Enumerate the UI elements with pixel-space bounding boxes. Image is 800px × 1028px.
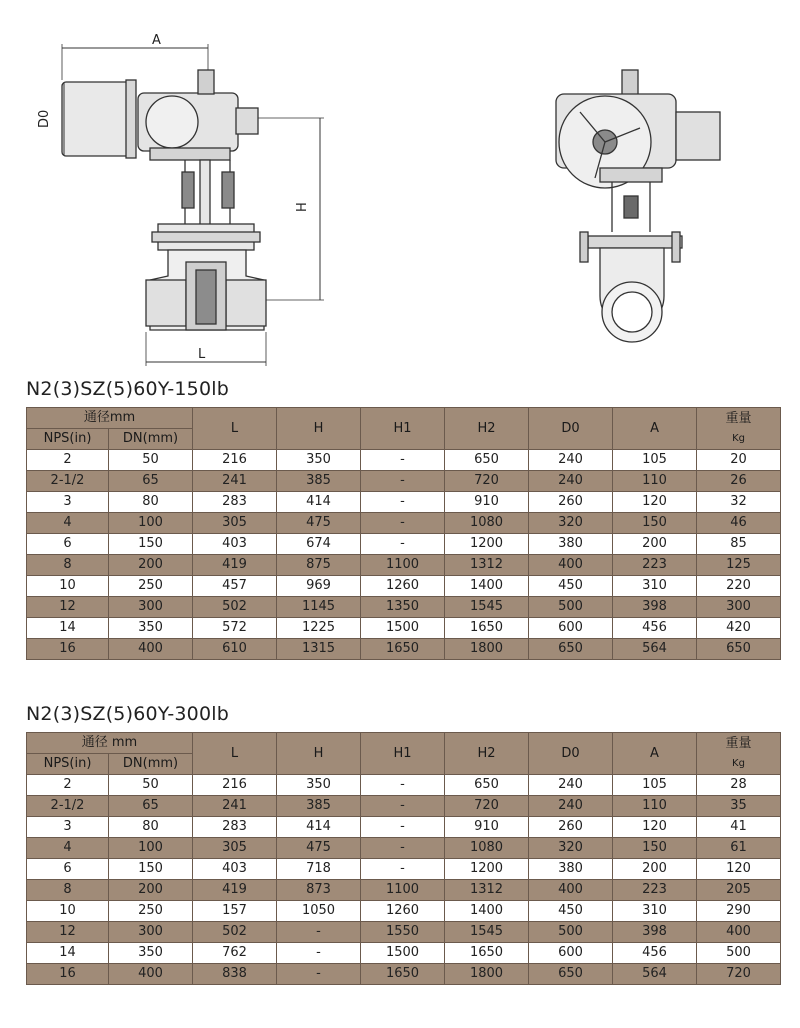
table-cell: 223 bbox=[613, 555, 697, 576]
table-cell: 216 bbox=[193, 450, 277, 471]
table-row bbox=[27, 639, 781, 660]
table-row bbox=[27, 576, 781, 597]
header-weight-unit: Kg bbox=[732, 757, 745, 769]
table-row bbox=[27, 922, 781, 943]
table-cell: - bbox=[361, 817, 445, 838]
table-cell: 500 bbox=[529, 922, 613, 943]
table-cell: 456 bbox=[613, 943, 697, 964]
table-cell: 650 bbox=[697, 639, 781, 660]
table-cell: 12 bbox=[27, 922, 109, 943]
table-cell: 1050 bbox=[277, 901, 361, 922]
table-cell: 26 bbox=[697, 471, 781, 492]
table-cell: 1800 bbox=[445, 964, 529, 985]
front-view-drawing bbox=[62, 44, 324, 366]
table-row bbox=[27, 513, 781, 534]
table-cell: 385 bbox=[277, 471, 361, 492]
table-row bbox=[27, 555, 781, 576]
table-cell: 500 bbox=[529, 597, 613, 618]
dim-label-h: H bbox=[295, 202, 310, 212]
table-cell: 241 bbox=[193, 796, 277, 817]
table-cell: 300 bbox=[697, 597, 781, 618]
table-cell: 61 bbox=[697, 838, 781, 859]
header-weight-label: 重量 bbox=[725, 735, 752, 751]
table-cell: 572 bbox=[193, 618, 277, 639]
table-cell: 50 bbox=[109, 450, 193, 471]
table-cell: - bbox=[361, 859, 445, 880]
table-cell: 380 bbox=[529, 859, 613, 880]
table-cell: 20 bbox=[697, 450, 781, 471]
table-cell: 1100 bbox=[361, 555, 445, 576]
table-cell: 450 bbox=[529, 576, 613, 597]
header-bore: 通径 mm bbox=[27, 733, 193, 754]
table-cell: - bbox=[361, 513, 445, 534]
table-cell: 41 bbox=[697, 817, 781, 838]
table-cell: 35 bbox=[697, 796, 781, 817]
table-cell: - bbox=[277, 964, 361, 985]
table-cell: 720 bbox=[445, 796, 529, 817]
table-cell: - bbox=[361, 450, 445, 471]
table-cell: 403 bbox=[193, 534, 277, 555]
table-cell: 500 bbox=[697, 943, 781, 964]
table-cell: 4 bbox=[27, 838, 109, 859]
table-row bbox=[27, 796, 781, 817]
table-cell: 240 bbox=[529, 471, 613, 492]
table-cell: 1550 bbox=[361, 922, 445, 943]
table-cell: 1350 bbox=[361, 597, 445, 618]
table-row bbox=[27, 534, 781, 555]
table-cell: 650 bbox=[529, 964, 613, 985]
table-cell: 3 bbox=[27, 492, 109, 513]
table-cell: 1080 bbox=[445, 513, 529, 534]
header-weight-label: 重量 bbox=[725, 410, 752, 426]
dim-label-l: L bbox=[198, 347, 206, 362]
header-weight bbox=[697, 408, 781, 450]
table-row bbox=[27, 880, 781, 901]
table-cell: 2-1/2 bbox=[27, 796, 109, 817]
table-cell: 400 bbox=[529, 555, 613, 576]
header-h: H bbox=[277, 733, 361, 775]
table-cell: 502 bbox=[193, 922, 277, 943]
table-cell: - bbox=[361, 838, 445, 859]
table-cell: 290 bbox=[697, 901, 781, 922]
table-cell: - bbox=[361, 796, 445, 817]
header-h: H bbox=[277, 408, 361, 450]
table-cell: 8 bbox=[27, 880, 109, 901]
header-weight-unit: Kg bbox=[732, 432, 745, 444]
table-cell: 875 bbox=[277, 555, 361, 576]
table-row bbox=[27, 471, 781, 492]
table-cell: 1650 bbox=[361, 964, 445, 985]
table-cell: 240 bbox=[529, 450, 613, 471]
table-cell: 475 bbox=[277, 838, 361, 859]
valve-drawings bbox=[0, 0, 800, 370]
table-cell: 475 bbox=[277, 513, 361, 534]
table-cell: 6 bbox=[27, 859, 109, 880]
table-cell: 1400 bbox=[445, 576, 529, 597]
table-cell: 16 bbox=[27, 964, 109, 985]
table-cell: 310 bbox=[613, 576, 697, 597]
table-cell: 300 bbox=[109, 922, 193, 943]
header-l: L bbox=[193, 733, 277, 775]
table-cell: 1260 bbox=[361, 576, 445, 597]
table-cell: 120 bbox=[613, 817, 697, 838]
table-cell: 283 bbox=[193, 492, 277, 513]
table-cell: - bbox=[361, 471, 445, 492]
header-weight bbox=[697, 733, 781, 775]
table-cell: 2-1/2 bbox=[27, 471, 109, 492]
table-row bbox=[27, 817, 781, 838]
table-cell: 1650 bbox=[445, 943, 529, 964]
table-cell: 150 bbox=[109, 859, 193, 880]
header-dn: DN(mm) bbox=[109, 754, 193, 775]
header-nps: NPS(in) bbox=[27, 754, 109, 775]
table-cell: 1260 bbox=[361, 901, 445, 922]
table-cell: 32 bbox=[697, 492, 781, 513]
table-row bbox=[27, 597, 781, 618]
table-cell: 200 bbox=[613, 859, 697, 880]
table-cell: 1100 bbox=[361, 880, 445, 901]
table-cell: - bbox=[277, 943, 361, 964]
table-cell: 400 bbox=[697, 922, 781, 943]
table-cell: 216 bbox=[193, 775, 277, 796]
table-cell: 1545 bbox=[445, 922, 529, 943]
header-nps: NPS(in) bbox=[27, 429, 109, 450]
table-cell: - bbox=[361, 534, 445, 555]
table-cell: 300 bbox=[109, 597, 193, 618]
table-cell: 414 bbox=[277, 492, 361, 513]
table-cell: 400 bbox=[109, 639, 193, 660]
table-cell: 6 bbox=[27, 534, 109, 555]
header-dn: DN(mm) bbox=[109, 429, 193, 450]
table-cell: 674 bbox=[277, 534, 361, 555]
table-cell: 610 bbox=[193, 639, 277, 660]
table-cell: 10 bbox=[27, 901, 109, 922]
table-cell: 762 bbox=[193, 943, 277, 964]
table-cell: 220 bbox=[697, 576, 781, 597]
table-cell: 305 bbox=[193, 838, 277, 859]
table-cell: 260 bbox=[529, 492, 613, 513]
table-cell: 12 bbox=[27, 597, 109, 618]
table-cell: 105 bbox=[613, 450, 697, 471]
table-row bbox=[27, 618, 781, 639]
table-cell: 14 bbox=[27, 618, 109, 639]
table-cell: 150 bbox=[613, 838, 697, 859]
table-title-300lb: N2(3)SZ(5)60Y-300lb bbox=[26, 703, 229, 725]
table-cell: 910 bbox=[445, 492, 529, 513]
table-cell: - bbox=[361, 775, 445, 796]
table-cell: 2 bbox=[27, 450, 109, 471]
table-cell: 110 bbox=[613, 796, 697, 817]
table-cell: 969 bbox=[277, 576, 361, 597]
table-cell: 80 bbox=[109, 817, 193, 838]
table-cell: 80 bbox=[109, 492, 193, 513]
table-cell: 600 bbox=[529, 618, 613, 639]
table-cell: 310 bbox=[613, 901, 697, 922]
table-cell: 400 bbox=[529, 880, 613, 901]
table-cell: - bbox=[277, 922, 361, 943]
header-a: A bbox=[613, 733, 697, 775]
table-row bbox=[27, 964, 781, 985]
table-cell: 100 bbox=[109, 838, 193, 859]
table-cell: 398 bbox=[613, 597, 697, 618]
table-cell: 838 bbox=[193, 964, 277, 985]
table-row bbox=[27, 901, 781, 922]
table-cell: 1400 bbox=[445, 901, 529, 922]
table-cell: 650 bbox=[529, 639, 613, 660]
table-cell: 320 bbox=[529, 513, 613, 534]
spec-table-300lb bbox=[26, 732, 781, 985]
table-cell: 100 bbox=[109, 513, 193, 534]
table-cell: 1500 bbox=[361, 943, 445, 964]
table-cell: 283 bbox=[193, 817, 277, 838]
table-row bbox=[27, 775, 781, 796]
table-cell: 10 bbox=[27, 576, 109, 597]
table-cell: 4 bbox=[27, 513, 109, 534]
header-l: L bbox=[193, 408, 277, 450]
table-cell: 223 bbox=[613, 880, 697, 901]
table-cell: 50 bbox=[109, 775, 193, 796]
table-cell: 250 bbox=[109, 901, 193, 922]
table-cell: 1225 bbox=[277, 618, 361, 639]
table-cell: 3 bbox=[27, 817, 109, 838]
table-cell: 385 bbox=[277, 796, 361, 817]
table-cell: - bbox=[361, 492, 445, 513]
table-title-150lb: N2(3)SZ(5)60Y-150lb bbox=[26, 378, 229, 400]
table-cell: 1800 bbox=[445, 639, 529, 660]
table-cell: 456 bbox=[613, 618, 697, 639]
table-cell: 150 bbox=[613, 513, 697, 534]
table-cell: 125 bbox=[697, 555, 781, 576]
table-cell: 205 bbox=[697, 880, 781, 901]
table-cell: 650 bbox=[445, 775, 529, 796]
table-cell: 1500 bbox=[361, 618, 445, 639]
table-cell: 350 bbox=[109, 943, 193, 964]
table-body-150lb bbox=[27, 450, 781, 660]
table-cell: 1312 bbox=[445, 555, 529, 576]
table-cell: 1312 bbox=[445, 880, 529, 901]
table-cell: 305 bbox=[193, 513, 277, 534]
table-cell: 200 bbox=[109, 880, 193, 901]
table-cell: 1650 bbox=[445, 618, 529, 639]
table-cell: 564 bbox=[613, 964, 697, 985]
table-cell: 241 bbox=[193, 471, 277, 492]
header-h2: H2 bbox=[445, 733, 529, 775]
header-h2: H2 bbox=[445, 408, 529, 450]
table-cell: 380 bbox=[529, 534, 613, 555]
dim-label-a: A bbox=[152, 33, 161, 48]
table-cell: 250 bbox=[109, 576, 193, 597]
table-cell: 350 bbox=[277, 775, 361, 796]
table-cell: 1145 bbox=[277, 597, 361, 618]
table-cell: 650 bbox=[445, 450, 529, 471]
table-cell: 46 bbox=[697, 513, 781, 534]
table-cell: 718 bbox=[277, 859, 361, 880]
table-cell: 1080 bbox=[445, 838, 529, 859]
header-a: A bbox=[613, 408, 697, 450]
table-row bbox=[27, 943, 781, 964]
table-cell: 240 bbox=[529, 775, 613, 796]
table-cell: 150 bbox=[109, 534, 193, 555]
table-cell: 28 bbox=[697, 775, 781, 796]
table-row bbox=[27, 859, 781, 880]
header-h1: H1 bbox=[361, 733, 445, 775]
table-cell: 564 bbox=[613, 639, 697, 660]
table-cell: 85 bbox=[697, 534, 781, 555]
table-cell: 8 bbox=[27, 555, 109, 576]
header-bore: 通径mm bbox=[27, 408, 193, 429]
table-cell: 350 bbox=[277, 450, 361, 471]
table-cell: 419 bbox=[193, 880, 277, 901]
table-cell: 873 bbox=[277, 880, 361, 901]
table-cell: 2 bbox=[27, 775, 109, 796]
table-cell: 65 bbox=[109, 796, 193, 817]
table-cell: 1200 bbox=[445, 859, 529, 880]
table-cell: 450 bbox=[529, 901, 613, 922]
table-cell: 16 bbox=[27, 639, 109, 660]
table-cell: 110 bbox=[613, 471, 697, 492]
table-cell: 1545 bbox=[445, 597, 529, 618]
table-cell: 260 bbox=[529, 817, 613, 838]
table-cell: 105 bbox=[613, 775, 697, 796]
table-cell: 403 bbox=[193, 859, 277, 880]
table-cell: 200 bbox=[613, 534, 697, 555]
table-cell: 1650 bbox=[361, 639, 445, 660]
spec-table-150lb bbox=[26, 407, 781, 660]
table-cell: 420 bbox=[697, 618, 781, 639]
table-cell: 502 bbox=[193, 597, 277, 618]
table-cell: 120 bbox=[613, 492, 697, 513]
dim-label-d0: D0 bbox=[37, 109, 52, 128]
table-body-300lb bbox=[27, 775, 781, 985]
table-cell: 1200 bbox=[445, 534, 529, 555]
table-cell: 600 bbox=[529, 943, 613, 964]
table-cell: 120 bbox=[697, 859, 781, 880]
table-cell: 910 bbox=[445, 817, 529, 838]
table-cell: 414 bbox=[277, 817, 361, 838]
table-cell: 14 bbox=[27, 943, 109, 964]
table-cell: 200 bbox=[109, 555, 193, 576]
header-d0: D0 bbox=[529, 733, 613, 775]
table-row bbox=[27, 838, 781, 859]
table-cell: 720 bbox=[445, 471, 529, 492]
table-cell: 400 bbox=[109, 964, 193, 985]
table-cell: 457 bbox=[193, 576, 277, 597]
table-cell: 320 bbox=[529, 838, 613, 859]
header-h1: H1 bbox=[361, 408, 445, 450]
table-cell: 1315 bbox=[277, 639, 361, 660]
side-view-drawing bbox=[556, 70, 720, 342]
table-row bbox=[27, 492, 781, 513]
table-row bbox=[27, 450, 781, 471]
table-cell: 419 bbox=[193, 555, 277, 576]
header-d0: D0 bbox=[529, 408, 613, 450]
table-cell: 65 bbox=[109, 471, 193, 492]
table-cell: 350 bbox=[109, 618, 193, 639]
table-cell: 157 bbox=[193, 901, 277, 922]
table-cell: 720 bbox=[697, 964, 781, 985]
table-cell: 398 bbox=[613, 922, 697, 943]
table-cell: 240 bbox=[529, 796, 613, 817]
